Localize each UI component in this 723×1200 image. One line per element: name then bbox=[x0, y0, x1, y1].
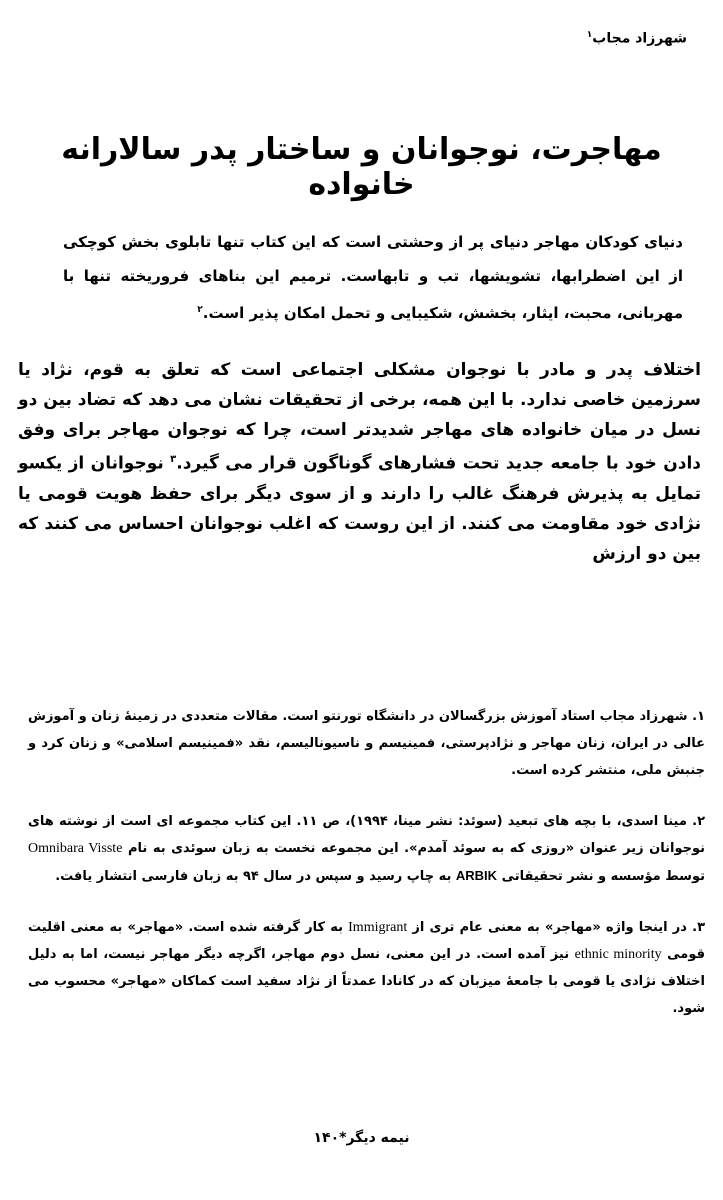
body-footnote-marker: ۳ bbox=[170, 454, 177, 465]
author-byline bbox=[587, 30, 687, 47]
author-footnote-marker: ۱ bbox=[586, 30, 593, 40]
footnote-text: شهرزاد مجاب استاد آموزش بزرگسالان در دانشگاه تورنتو است. مقالات متعددی در زمینهٔ زنان و آموزش عالی در ایران، زنان مهاجر و نژادپرستی، فمینیسم و ناسیونالیسم، نقد «فمینیسم اسلامی» و زنان کرد و جنبش ملی، منتشر کرده است. bbox=[28, 709, 705, 778]
footnote-3 bbox=[28, 914, 705, 1022]
footnote-text: نیز آمده است. در این معنی، نسل دوم مهاجر، اگرچه دیگر مهاجر نیست، اما به دلیل اختلاف نژادی یا قومی با جامعهٔ میزبان که در کانادا عمدتاً از نژاد سفید است کماکان «مهاجر» محسوب می شود. bbox=[28, 947, 705, 1016]
term-immigrant-latin: Immigrant bbox=[348, 920, 408, 935]
footnote-number: ۳. bbox=[692, 920, 706, 935]
footnote-number: ۲. bbox=[692, 814, 706, 829]
body-text-part1: اختلاف پدر و مادر با نوجوان مشکلی اجتماعی است که تعلق به قوم، نژاد یا سرزمین خاصی ندارد. با این همه، برخی از تحقیقات نشان می دهد که تضاد بین دو نسل در میان خانواده های مهاجر شدیدتر است، چرا که نوجوان مهاجر برای وفق دادن خود با جامعه جدید تحت فشارهای گوناگون قرار می گیرد. bbox=[18, 360, 702, 474]
footnote-2 bbox=[28, 808, 705, 890]
article-title: مهاجرت، نوجوانان و ساختار پدر سالارانه خانواده bbox=[61, 132, 662, 202]
footnote-1 bbox=[28, 703, 705, 784]
intro-footnote-marker: ۲ bbox=[197, 305, 203, 315]
publisher-latin: ARBIK bbox=[455, 868, 498, 883]
footnotes-section bbox=[28, 703, 705, 1046]
footnote-text: به کار گرفته شده است. «مهاجر» به معنی اقلیت قومی bbox=[28, 920, 706, 962]
footnote-text: به چاپ رسید و سپس در سال ۹۴ به زبان فارسی انتشار یافت. bbox=[55, 869, 452, 884]
body-paragraph bbox=[18, 355, 701, 569]
term-ethnic-minority-latin: ethnic minority bbox=[574, 947, 662, 962]
footnote-text: مینا اسدی، با بچه های تبعید (سوئد: نشر مینا، ۱۹۹۴)، ص ۱۱. این کتاب مجموعه ای است از نوشته های نوجوانان زیر عنوان «روزی که به سوئد آمدم». این مجموعه نخست به زبان سوئدی به نام bbox=[28, 814, 705, 856]
body-text-part2: نوجوانان از یکسو تمایل به پذیرش فرهنگ غالب را دارند و از سوی دیگر برای حفظ هویت قومی یا نژادی خود مقاومت می کنند. از این روست که اغلب نوجوانان احساس می کنند که بین دو ارزش bbox=[18, 453, 701, 564]
page-footer: نیمه دیگر*۱۴۰ bbox=[313, 1130, 410, 1146]
book-title-latin: Omnibara Visste bbox=[28, 841, 123, 856]
footnote-text: در اینجا واژه «مهاجر» به معنی عام تری از bbox=[412, 920, 687, 935]
author-name: شهرزاد مجاب bbox=[592, 30, 687, 47]
footnote-text: توسط مؤسسه و نشر تحقیقاتی bbox=[501, 869, 705, 884]
intro-text: دنیای کودکان مهاجر دنیای پر از وحشتی است که این کتاب تنها تابلوی بخش کوچکی از این اضطرابها، تشویشها، تب و تابهاست. ترمیم این بناهای فروریخته تنها با مهربانی، محبت، ایثار، بخشش، شکیبایی و تحمل امکان پذیر است. bbox=[63, 233, 683, 322]
footnote-number: ۱. bbox=[692, 709, 706, 724]
intro-paragraph bbox=[63, 225, 683, 330]
